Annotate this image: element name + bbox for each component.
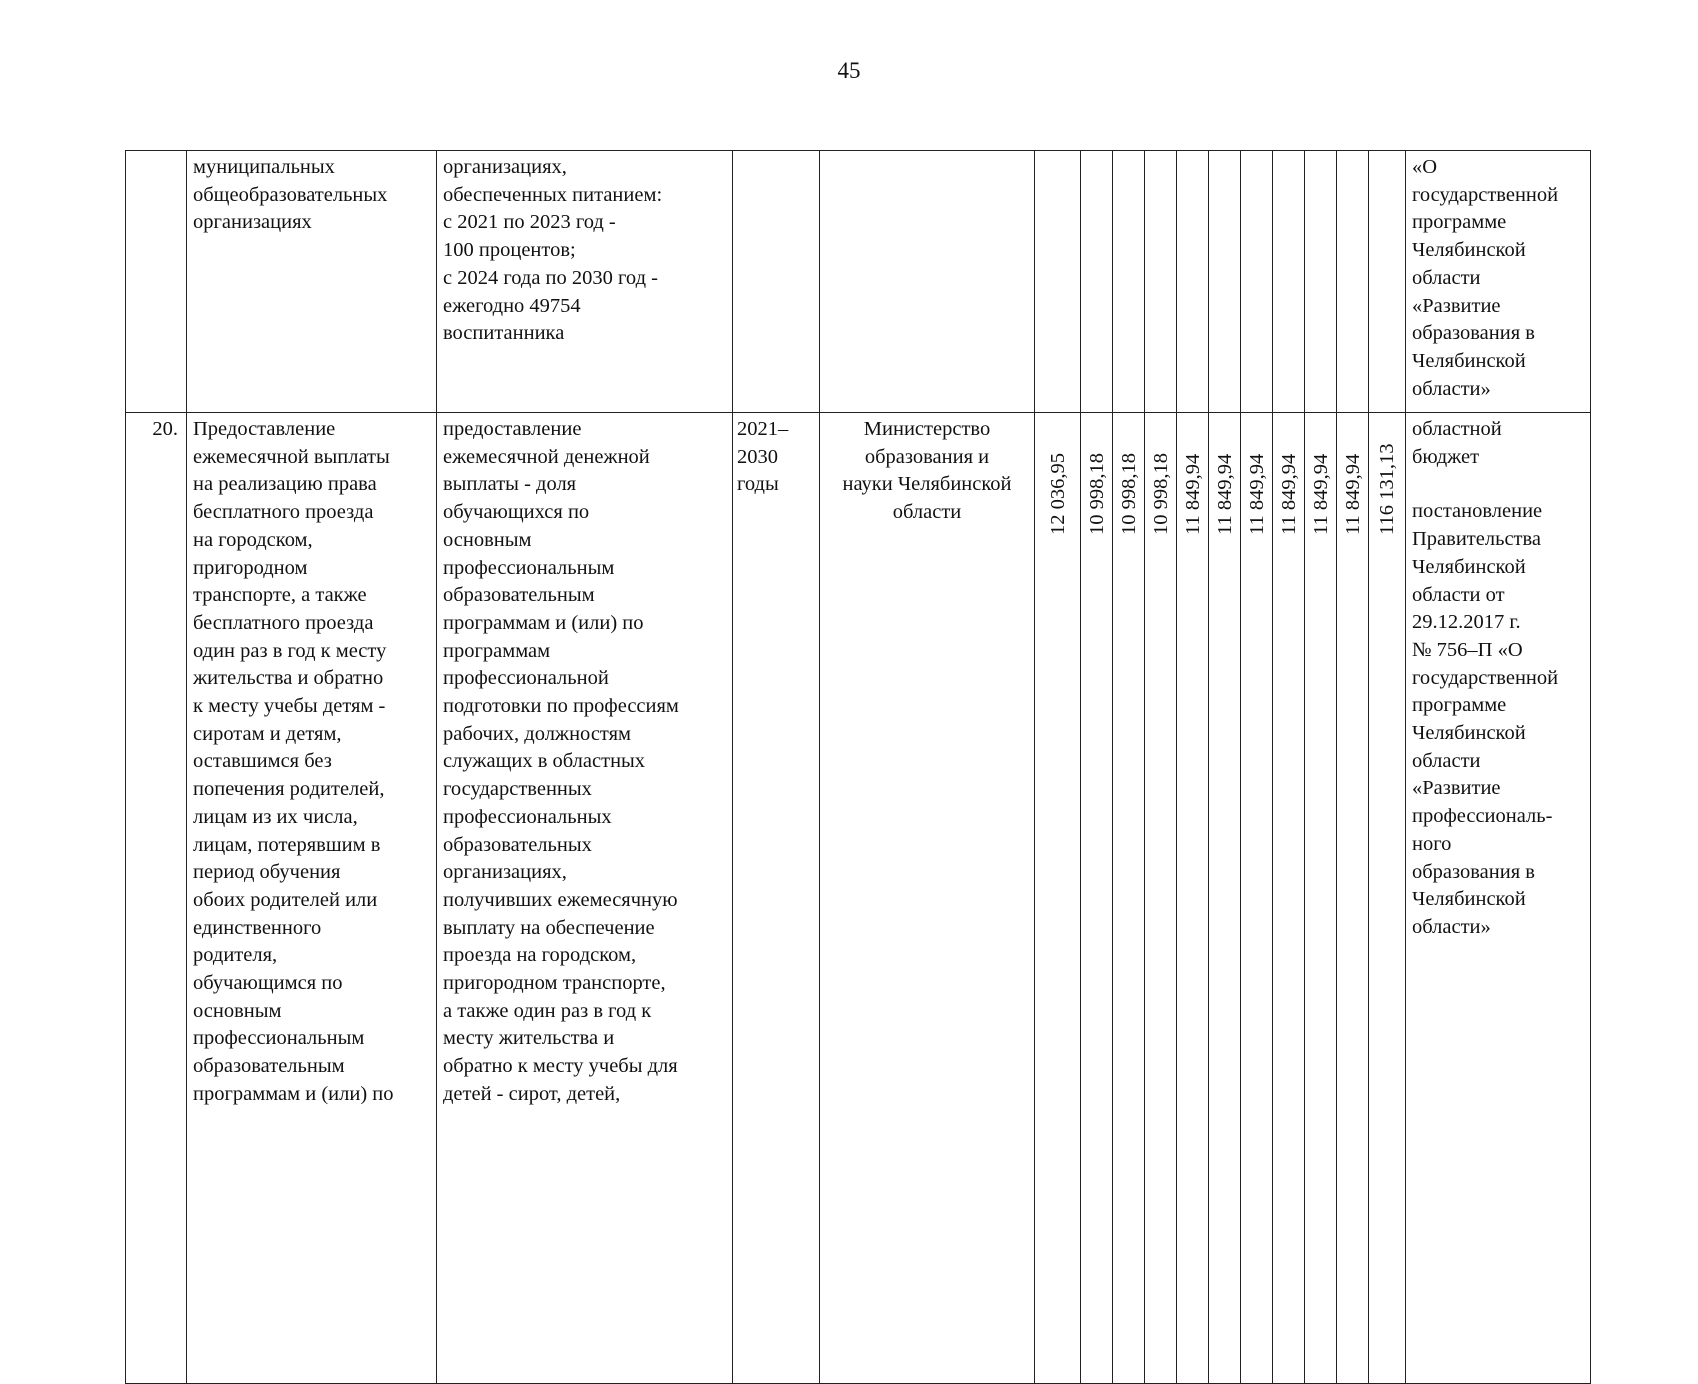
event-line: бесплатного проезда bbox=[193, 501, 374, 524]
event-line: бесплатного проезда bbox=[193, 611, 374, 634]
indicator-line: обучающихся по bbox=[443, 501, 590, 524]
indicator-line: получивших ежемесячную bbox=[443, 888, 678, 911]
basis-line: 29.12.2017 г. bbox=[1412, 611, 1521, 634]
basis-continued-line: «О bbox=[1412, 156, 1438, 178]
indicator-line: организациях, bbox=[443, 861, 567, 884]
period-line: годы bbox=[737, 473, 779, 496]
basis-line: Правительства bbox=[1412, 528, 1542, 551]
basis-line: «Развитие bbox=[1412, 777, 1501, 800]
amount-2030-text: 11 849,94 bbox=[1341, 453, 1364, 535]
amount-2024-text: 10 998,18 bbox=[1149, 453, 1172, 535]
cell-indicator bbox=[437, 413, 733, 1384]
amount-2022 bbox=[1081, 413, 1113, 1384]
event-line: оставшимся без bbox=[193, 750, 332, 773]
event-continued-line: муниципальных bbox=[193, 156, 335, 178]
cell-indicator-continued bbox=[437, 151, 733, 413]
indicator-line: проезда на городском, bbox=[443, 944, 637, 967]
indicator-line: профессиональных bbox=[443, 805, 612, 828]
basis-continued-line: области» bbox=[1412, 377, 1491, 400]
indicator-line: выплату на обеспечение bbox=[443, 916, 655, 939]
indicator-continued-line: с 2024 года по 2030 год - bbox=[443, 266, 658, 289]
row-number: 20. bbox=[126, 413, 187, 1384]
basis-continued-line: Челябинской bbox=[1412, 349, 1526, 372]
basis-continued-line: области bbox=[1412, 266, 1481, 289]
indicator-line: детей - сирот, детей, bbox=[443, 1082, 621, 1105]
event-line: основным bbox=[193, 999, 282, 1022]
event-line: жительства и обратно bbox=[193, 667, 384, 690]
indicator-continued-line: 100 процентов; bbox=[443, 239, 576, 262]
amount-2028-text: 11 849,94 bbox=[1277, 453, 1300, 535]
event-line: лицам из их числа, bbox=[193, 805, 358, 828]
indicator-line: предоставление bbox=[443, 418, 582, 440]
indicator-continued-line: обеспеченных питанием: bbox=[443, 183, 663, 206]
period-line: 2030 bbox=[737, 445, 778, 468]
executor-line: Министерство bbox=[863, 418, 991, 440]
source-basis-gap bbox=[1412, 471, 1584, 498]
indicator-line: программам bbox=[443, 639, 551, 662]
indicator-line: профессиональным bbox=[443, 556, 615, 579]
event-continued-line: общеобразовательных bbox=[193, 183, 388, 206]
amount-total-text: 116 131,13 bbox=[1376, 443, 1398, 535]
amount-total bbox=[1369, 413, 1406, 1384]
event-line: к месту учебы детям - bbox=[193, 695, 386, 718]
amount-2023-text: 10 998,18 bbox=[1117, 453, 1140, 535]
amount-2029 bbox=[1305, 413, 1337, 1384]
cell-number-continued bbox=[126, 151, 187, 413]
basis-line: программе bbox=[1412, 694, 1507, 717]
amount-2026-text: 11 849,94 bbox=[1213, 453, 1236, 535]
cell-event bbox=[187, 413, 437, 1384]
basis-line: ного bbox=[1412, 832, 1452, 855]
basis-line: № 756–П «О bbox=[1412, 638, 1523, 661]
event-line: сиротам и детям, bbox=[193, 722, 342, 745]
cell-source-basis bbox=[1406, 413, 1591, 1384]
executor-line: образования и bbox=[864, 445, 990, 468]
indicator-line: государственных bbox=[443, 778, 592, 801]
amount-2022-text: 10 998,18 bbox=[1085, 453, 1108, 535]
indicator-line: ежемесячной денежной bbox=[443, 445, 650, 468]
event-line: Предоставление bbox=[193, 418, 336, 440]
basis-line: Челябинской bbox=[1412, 888, 1526, 911]
table-row-continued bbox=[126, 151, 1591, 413]
page-number: 45 bbox=[837, 58, 861, 83]
indicator-line: подготовки по профессиям bbox=[443, 695, 679, 718]
basis-continued-line: «Развитие bbox=[1412, 294, 1501, 317]
basis-line: постановление bbox=[1412, 500, 1543, 523]
basis-line: профессиональ- bbox=[1412, 805, 1553, 828]
source-line: областной bbox=[1412, 418, 1502, 440]
indicator-line: выплаты - доля bbox=[443, 473, 577, 496]
basis-continued-line: Челябинской bbox=[1412, 239, 1526, 262]
event-line: программам и (или) по bbox=[193, 1082, 394, 1105]
indicator-line: пригородном транспорте, bbox=[443, 972, 666, 995]
basis-line: Челябинской bbox=[1412, 722, 1526, 745]
basis-line: области» bbox=[1412, 915, 1491, 938]
event-line: обоих родителей или bbox=[193, 888, 378, 911]
event-line: один раз в год к месту bbox=[193, 639, 387, 662]
indicator-line: образовательных bbox=[443, 833, 592, 856]
event-line: пригородном bbox=[193, 556, 308, 579]
amount-2025-text: 11 849,94 bbox=[1181, 453, 1204, 535]
indicator-line: программам и (или) по bbox=[443, 611, 644, 634]
source-line: бюджет bbox=[1412, 445, 1480, 468]
amount-2021-text: 12 036,95 bbox=[1046, 453, 1069, 535]
executor-line: области bbox=[892, 501, 962, 524]
event-line: лицам, потерявшим в bbox=[193, 833, 381, 856]
amount-2024 bbox=[1145, 413, 1177, 1384]
indicator-continued-line: ежегодно 49754 bbox=[443, 294, 581, 317]
amount-2029-text: 11 849,94 bbox=[1309, 453, 1332, 535]
event-line: единственного bbox=[193, 916, 322, 939]
event-line: родителя, bbox=[193, 944, 278, 967]
amount-2027-text: 11 849,94 bbox=[1245, 453, 1268, 535]
indicator-line: обратно к месту учебы для bbox=[443, 1055, 678, 1078]
event-line: образовательным bbox=[193, 1055, 345, 1078]
amount-2030 bbox=[1337, 413, 1369, 1384]
amount-2021 bbox=[1035, 413, 1081, 1384]
basis-continued-line: образования в bbox=[1412, 322, 1535, 345]
executor-line: науки Челябинской bbox=[842, 473, 1012, 496]
basis-continued-line: государственной bbox=[1412, 183, 1559, 206]
basis-continued-line: программе bbox=[1412, 211, 1507, 234]
basis-line: образования в bbox=[1412, 860, 1535, 883]
indicator-line: основным bbox=[443, 528, 532, 551]
event-line: на городском, bbox=[193, 528, 313, 551]
basis-line: области bbox=[1412, 749, 1481, 772]
event-line: период обучения bbox=[193, 861, 341, 884]
amount-2027 bbox=[1241, 413, 1273, 1384]
event-line: обучающимся по bbox=[193, 972, 343, 995]
event-line: попечения родителей, bbox=[193, 778, 385, 801]
amount-2028 bbox=[1273, 413, 1305, 1384]
cell-basis-continued bbox=[1406, 151, 1591, 413]
event-line: ежемесячной выплаты bbox=[193, 445, 390, 468]
indicator-line: месту жительства и bbox=[443, 1027, 615, 1050]
indicator-line: профессиональной bbox=[443, 667, 609, 690]
program-table bbox=[125, 150, 1591, 1384]
cell-executor bbox=[820, 413, 1035, 1384]
event-line: профессиональным bbox=[193, 1027, 365, 1050]
table-row-20 bbox=[126, 413, 1591, 1384]
cell-period bbox=[733, 413, 820, 1384]
event-line: транспорте, а также bbox=[193, 584, 367, 607]
event-continued-line: организациях bbox=[193, 211, 312, 234]
cell-period-continued bbox=[733, 151, 820, 413]
indicator-line: рабочих, должностям bbox=[443, 722, 632, 745]
indicator-line: служащих в областных bbox=[443, 750, 646, 773]
amount-2026 bbox=[1209, 413, 1241, 1384]
indicator-continued-line: воспитанника bbox=[443, 322, 565, 345]
indicator-continued-line: с 2021 по 2023 год - bbox=[443, 211, 616, 234]
amount-2025 bbox=[1177, 413, 1209, 1384]
indicator-line: а также один раз в год к bbox=[443, 999, 652, 1022]
indicator-continued-line: организациях, bbox=[443, 156, 567, 178]
basis-line: области от bbox=[1412, 583, 1505, 606]
basis-line: Челябинской bbox=[1412, 555, 1526, 578]
period-line: 2021– bbox=[737, 418, 789, 440]
amount-2023 bbox=[1113, 413, 1145, 1384]
event-line: на реализацию права bbox=[193, 473, 377, 496]
indicator-line: образовательным bbox=[443, 584, 595, 607]
basis-line: государственной bbox=[1412, 666, 1559, 689]
cell-executor-continued bbox=[820, 151, 1035, 413]
cell-event-continued bbox=[187, 151, 437, 413]
